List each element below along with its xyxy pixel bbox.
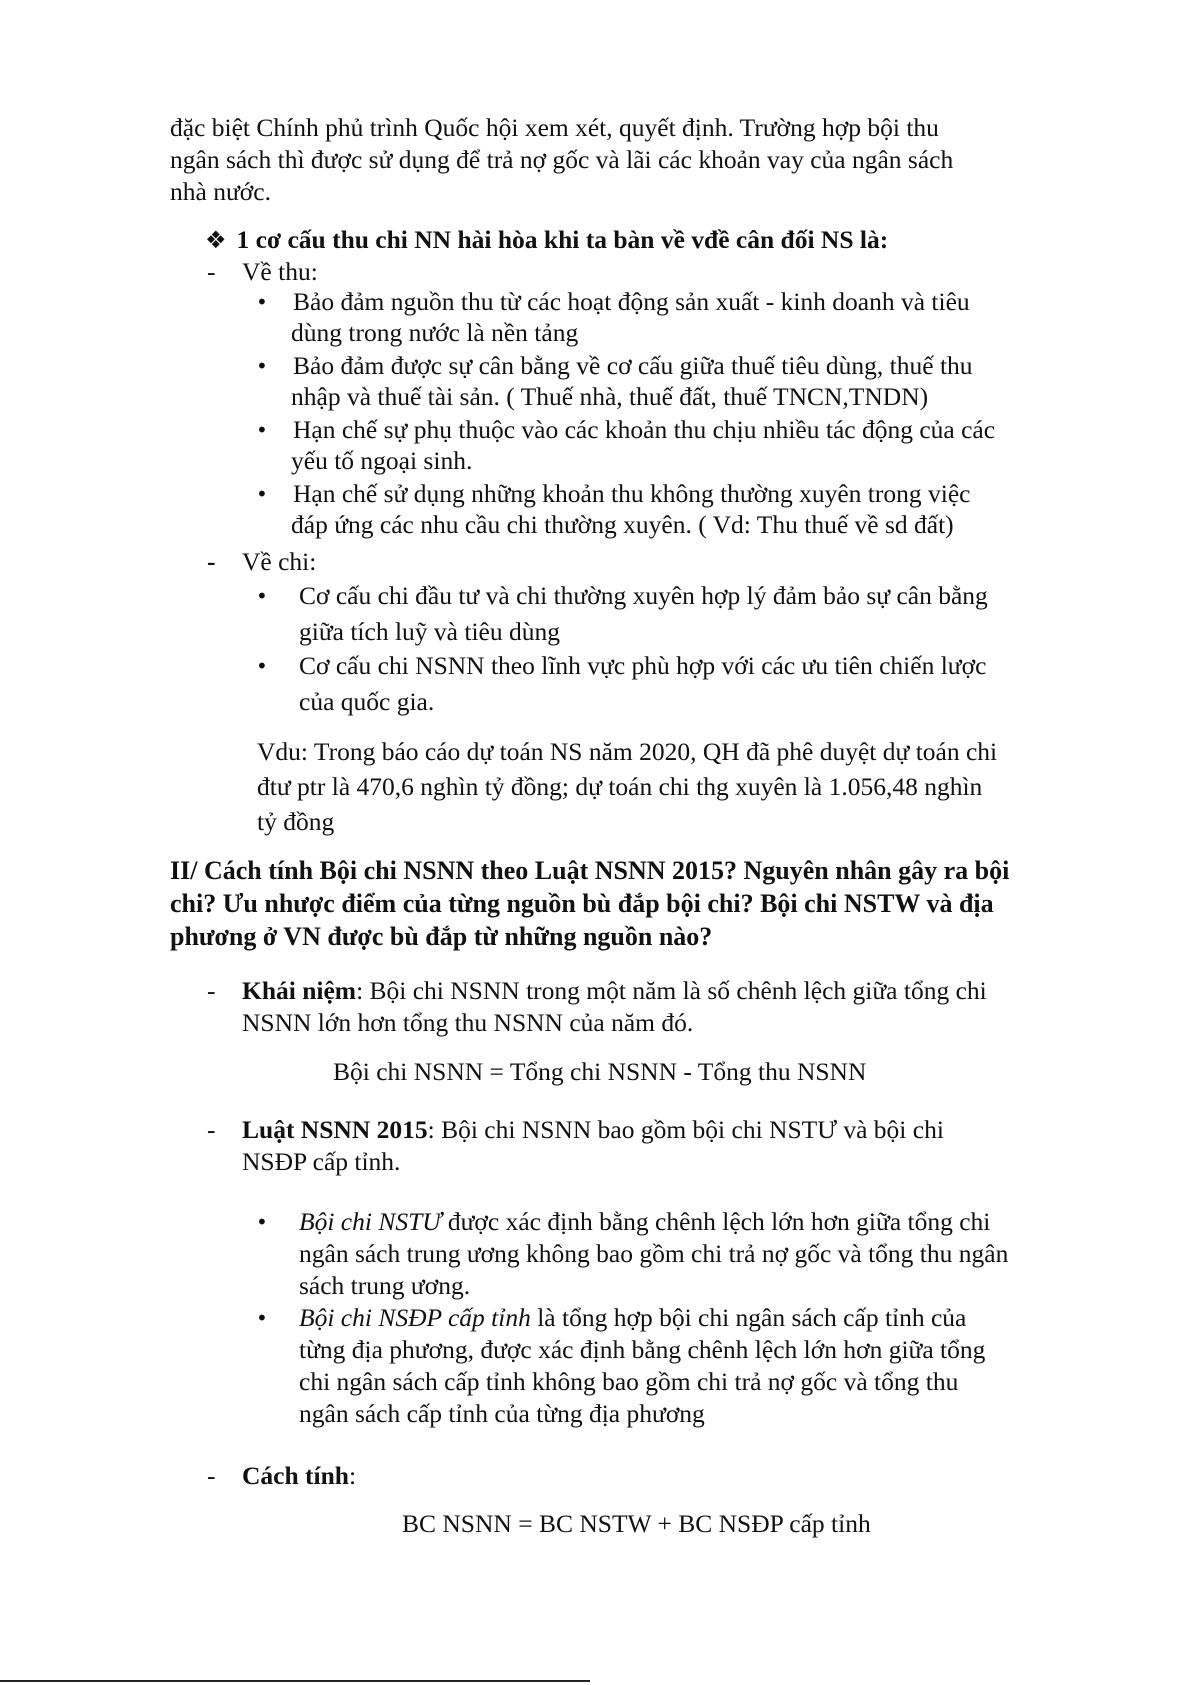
bullet-dot: •	[256, 482, 268, 506]
example-line: đtư ptr là 470,6 nghìn tỷ đồng; dự toán chi thg xuyên là 1.056,48 nghìn	[257, 772, 983, 801]
cach-tinh-line	[242, 1460, 356, 1492]
bullet-line	[299, 1206, 990, 1238]
formula-bc-nsnn: BC NSNN = BC NSTW + BC NSĐP cấp tỉnh	[402, 1509, 871, 1538]
bullet-line: chi ngân sách cấp tỉnh không bao gồm chi trả nợ gốc và tổng thu	[299, 1367, 959, 1396]
bullet-line: từng địa phương, được xác định bằng chênh lệch lớn hơn giữa tổng	[299, 1335, 986, 1364]
bullet-text: được xác định bằng chênh lệch lớn hơn giữa tổng chi	[441, 1207, 991, 1236]
chi-label: Về chi:	[242, 547, 317, 576]
dash-marker: -	[207, 257, 216, 286]
khai-niem-text: : Bội chi NSNN trong một năm là số chênh lệch giữa tổng chi	[356, 976, 987, 1005]
bullet-dot: •	[256, 290, 268, 314]
bullet-line: Cơ cấu chi đầu tư và chi thường xuyên hợp lý đảm bảo sự cân bằng	[299, 581, 988, 610]
dash-marker: -	[207, 547, 216, 576]
bullet-line: nhập và thuế tài sản. ( Thuế nhà, thuế đất, thuế TNCN,TNDN)	[291, 382, 929, 411]
cach-tinh-colon: :	[348, 1461, 357, 1490]
formula-boi-chi: Bội chi NSNN = Tổng chi NSNN - Tổng thu NSNN	[333, 1057, 867, 1086]
bullet-line: yếu tố ngoại sinh.	[291, 446, 473, 475]
bullet-text: là tổng hợp bội chi ngân sách cấp tỉnh của	[530, 1303, 967, 1332]
luat-text: : Bội chi NSNN bao gồm bội chi NSTƯ và bội chi	[427, 1115, 944, 1144]
example-line: tỷ đồng	[257, 807, 335, 836]
example-paragraph	[257, 734, 1087, 839]
question-line: chi? Ưu nhược điểm của từng nguồn bù đắp bội chi? Bội chi NSTW và địa	[170, 889, 994, 918]
diamond-bullet-icon: ❖	[205, 226, 227, 254]
bullet-line: Hạn chế sự phụ thuộc vào các khoản thu chịu nhiều tác động của các	[293, 415, 996, 444]
bullet-line: Cơ cấu chi NSNN theo lĩnh vực phù hợp với các ưu tiên chiến lược	[299, 651, 987, 680]
bullet-dot: •	[256, 418, 268, 442]
section2-question	[170, 854, 1090, 953]
khai-niem-line2: NSNN lớn hơn tổng thu NSNN của năm đó.	[242, 1008, 694, 1037]
bullet-line: Bảo đảm nguồn thu từ các hoạt động sản xuất - kinh doanh và tiêu	[293, 287, 970, 316]
example-line: Vdu: Trong báo cáo dự toán NS năm 2020, QH đã phê duyệt dự toán chi	[257, 737, 998, 766]
intro-line: đặc biệt Chính phủ trình Quốc hội xem xét, quyết định. Trường hợp bội thu	[170, 113, 939, 142]
question-line: phương ở VN được bù đắp từ những nguồn nào?	[170, 922, 713, 951]
luat-line	[242, 1114, 944, 1146]
dash-marker: -	[207, 1115, 216, 1144]
bullet-line: sách trung ương.	[299, 1271, 471, 1300]
bullet-line: giữa tích luỹ và tiêu dùng	[299, 617, 560, 646]
bullet-dot: •	[256, 654, 268, 678]
intro-line: nhà nước.	[170, 177, 271, 206]
nstu-term: Bội chi NSTƯ	[299, 1207, 442, 1236]
bullet-line: Bảo đảm được sự cân bằng về cơ cấu giữa thuế tiêu dùng, thuế thu	[293, 351, 973, 380]
bullet-line: ngân sách cấp tỉnh của từng địa phương	[299, 1399, 705, 1428]
bullet-line: dùng trong nước là nền tảng	[291, 318, 579, 347]
bullet-line	[299, 1302, 966, 1334]
khai-niem-term: Khái niệm	[242, 976, 357, 1005]
section1-heading-text: 1 cơ cấu thu chi NN hài hòa khi ta bàn về vđề cân đối NS là:	[236, 225, 889, 254]
footnote-separator	[0, 1680, 590, 1682]
luat-term: Luật NSNN 2015	[242, 1115, 428, 1144]
cach-tinh-term: Cách tính	[242, 1461, 349, 1490]
bullet-line: Hạn chế sử dụng những khoản thu không thường xuyên trong việc	[293, 479, 971, 508]
khai-niem-line	[242, 975, 987, 1007]
bullet-line: đáp ứng các nhu cầu chi thường xuyên. ( Vd: Thu thuế về sd đất)	[291, 510, 954, 539]
bullet-dot: •	[256, 1306, 268, 1330]
intro-paragraph	[170, 112, 1090, 208]
bullet-dot: •	[256, 354, 268, 378]
section1-heading	[205, 224, 888, 256]
bullet-line: của quốc gia.	[299, 687, 435, 716]
thu-label: Về thu:	[242, 257, 318, 286]
bullet-line: ngân sách trung ương không bao gồm chi trả nợ gốc và tổng thu ngân	[299, 1239, 1009, 1268]
question-line: II/ Cách tính Bội chi NSNN theo Luật NSNN 2015? Nguyên nhân gây ra bội	[170, 856, 1010, 885]
nsdp-term: Bội chi NSĐP cấp tỉnh	[299, 1303, 531, 1332]
bullet-dot: •	[256, 584, 268, 608]
dash-marker: -	[207, 1461, 216, 1490]
luat-line2: NSĐP cấp tỉnh.	[242, 1147, 401, 1176]
dash-marker: -	[207, 976, 216, 1005]
intro-line: ngân sách thì được sử dụng để trả nợ gốc và lãi các khoản vay của ngân sách	[170, 145, 954, 174]
bullet-dot: •	[256, 1210, 268, 1234]
